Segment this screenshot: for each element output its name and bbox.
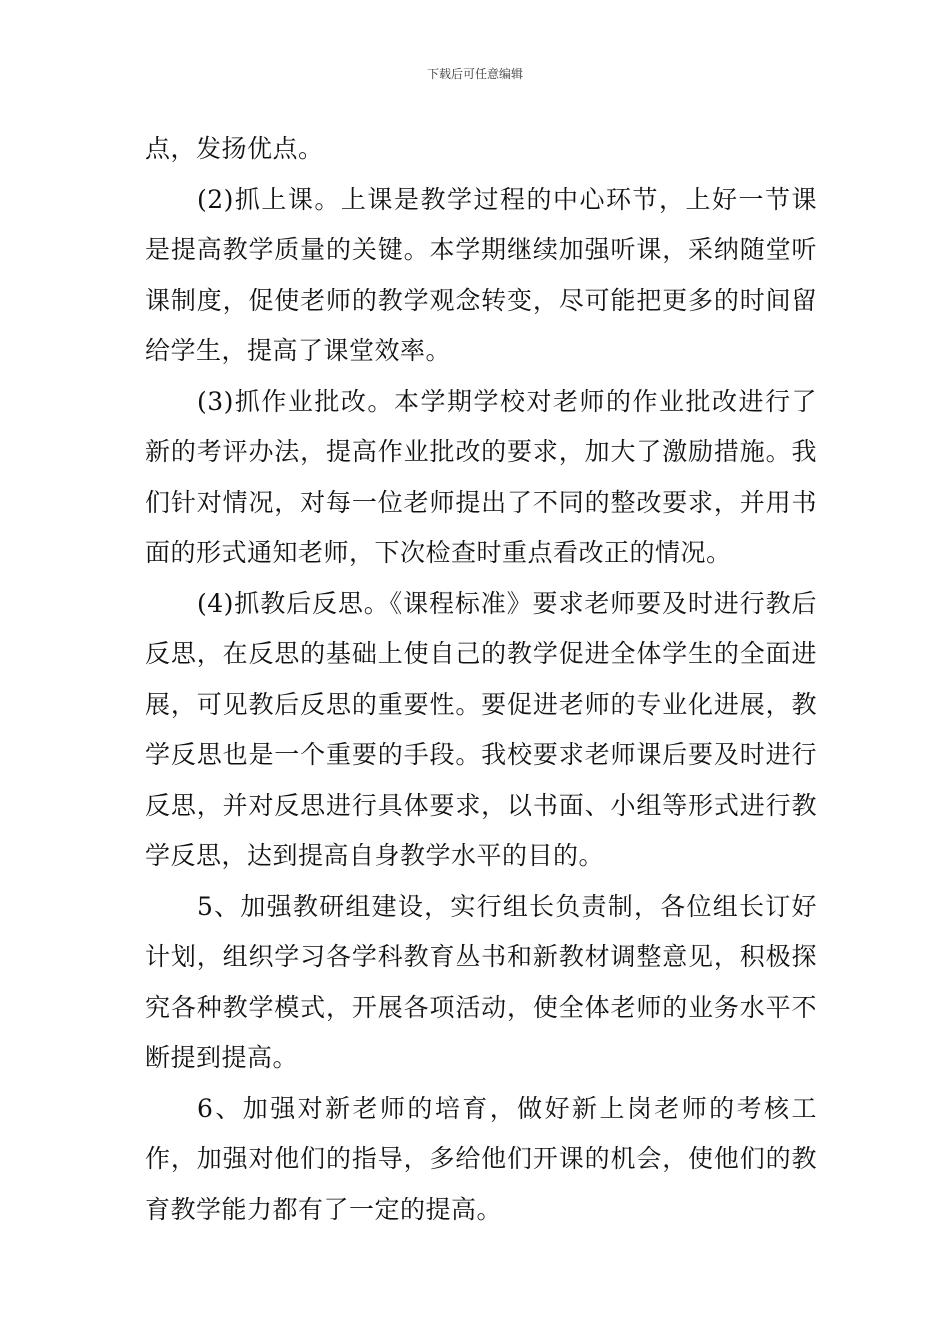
- paragraph-item-6: 6、加强对新老师的培育，做好新上岗老师的考核工作，加强对他们的指导，多给他们开课的机会，使他们的教育教学能力都有了一定的提高。: [145, 1093, 817, 1224]
- page-header: 下载后可任意编辑: [426, 67, 523, 81]
- paragraph-item-2: (2)抓上课。上课是教学过程的中心环节，上好一节课是提高教学质量的关键。本学期继续加强听课，采纳随堂听课制度，促使老师的教学观念转变，尽可能把更多的时间留给学生，提高了课堂效率。: [145, 184, 817, 365]
- document-body: [145, 124, 817, 1235]
- paragraph-continuation: 点，发扬优点。: [145, 134, 324, 163]
- paragraph-item-4: (4)抓教后反思。《课程标准》要求老师要及时进行教后反思，在反思的基础上使自己的教学促进全体学生的全面进展，可见教后反思的重要性。要促进老师的专业化进展，教学反思也是一个重要的手段。我校要求老师课后要及时进行反思，并对反思进行具体要求，以书面、小组等形式进行教学反思，达到提高自身教学水平的目的。: [145, 588, 817, 870]
- paragraph-item-3: (3)抓作业批改。本学期学校对老师的作业批改进行了新的考评办法，提高作业批改的要求，加大了激励措施。我们针对情况，对每一位老师提出了不同的整改要求，并用书面的形式通知老师，下次检查时重点看改正的情况。: [145, 386, 817, 567]
- paragraph-item-5: 5、加强教研组建设，实行组长负责制，各位组长订好计划，组织学习各学科教育丛书和新教材调整意见，积极探究各种教学模式，开展各项活动，使全体老师的业务水平不断提到提高。: [145, 891, 817, 1072]
